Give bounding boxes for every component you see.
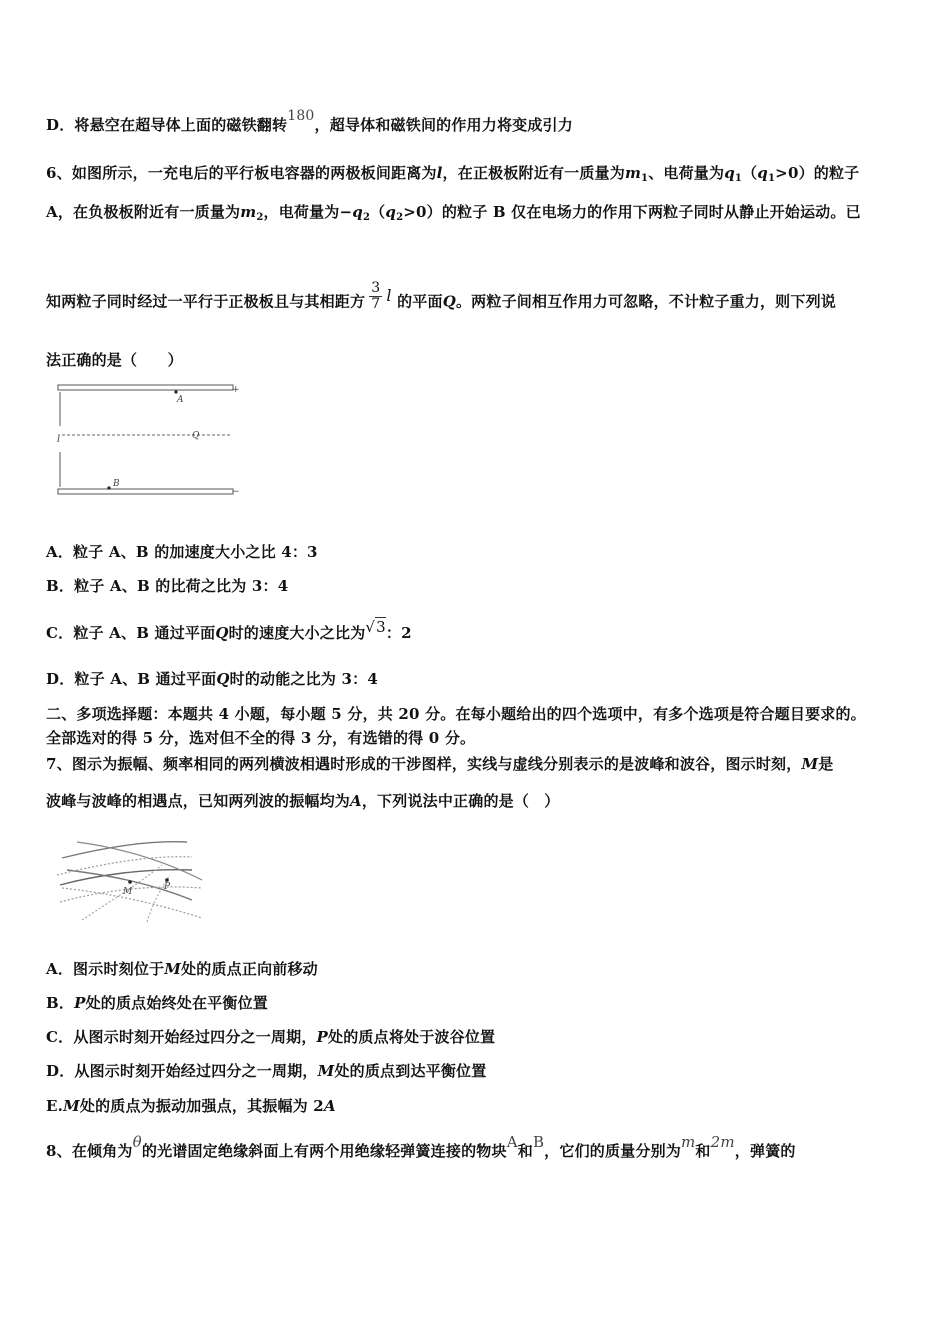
label-l: l <box>57 434 61 445</box>
crest-line <box>62 842 187 858</box>
var-m: M <box>317 1062 335 1080</box>
q8-text: 8、在倾角为 <box>46 1142 133 1160</box>
var-p: P <box>74 994 86 1012</box>
label-m: M <box>123 887 133 897</box>
q6-line-4 <box>46 349 183 370</box>
q7-option-a <box>46 958 318 979</box>
var-m2: m <box>240 203 257 221</box>
label-p: P <box>164 882 171 892</box>
q6-line-2 <box>46 201 861 223</box>
subscript: 2 <box>362 212 371 223</box>
option-d-text: D．粒子 A、B 通过平面 <box>46 670 217 688</box>
subscript: 2 <box>396 212 404 223</box>
particle-b <box>107 486 110 489</box>
subscript: 2 <box>256 212 264 223</box>
fraction-numerator: 3 <box>371 280 381 296</box>
q6-text: 6、如图所示，一充电后的平行板电容器的两极板间距离为 <box>46 164 437 182</box>
block-b-label: B <box>532 1133 545 1151</box>
option-e-text: 处的质点为振动加强点，其振幅为 2 <box>79 1097 324 1115</box>
q8-text: 和 <box>517 1142 533 1160</box>
capacitor-figure <box>46 380 246 502</box>
subscript: 1 <box>641 173 649 184</box>
q7-option-d <box>46 1060 486 1081</box>
var-m: M <box>164 960 182 978</box>
var-q1: q <box>724 164 735 182</box>
q6-text: >0）的粒子 B 仅在电场力的作用下两粒子同时从静止开始运动。已 <box>403 203 861 221</box>
q7-option-e <box>46 1095 336 1116</box>
var-m1: m <box>624 164 642 182</box>
q8-text: ，弹簧的 <box>734 1142 796 1160</box>
q6-text: （ <box>370 203 386 221</box>
q6-text: 。两粒子间相互作用力可忽略，不计粒子重力，则下列说 <box>455 292 836 311</box>
q6-text: A，在负极板附近有一质量为 <box>46 203 241 221</box>
section-heading-line-2 <box>46 727 475 748</box>
var-q: Q <box>216 670 230 688</box>
q6-text: 、电荷量为 <box>648 164 725 182</box>
sqrt-expression: √3 <box>365 618 386 636</box>
q7-option-b <box>46 992 268 1013</box>
var-m: M <box>801 755 819 773</box>
subscript: 1 <box>734 173 743 184</box>
section-heading-line-1 <box>46 703 866 724</box>
fraction <box>369 281 382 312</box>
q8-text: 和 <box>695 1142 711 1160</box>
option-d-text: D．将悬空在超导体上面的磁铁翻转 <box>46 116 288 134</box>
q7-text: 波峰与波峰的相遇点，已知两列波的振幅均为 <box>46 792 351 810</box>
var-theta: θ <box>132 1133 142 1151</box>
fraction-denominator: 7 <box>371 296 381 312</box>
var-q: Q <box>215 624 229 642</box>
label-a: A <box>177 395 184 405</box>
q6-option-a <box>46 541 318 562</box>
option-c-text: 时的速度大小之比为 <box>228 624 366 642</box>
q6-text: 法正确的是（ ） <box>46 351 183 369</box>
option-b-text: B．粒子 A、B 的比荷之比为 3：4 <box>46 577 289 595</box>
var-m: M <box>63 1097 80 1115</box>
label-q: Q <box>192 431 200 441</box>
positive-plate <box>58 385 233 390</box>
q6-option-b <box>46 575 288 596</box>
q6-line-1 <box>46 162 859 184</box>
option-d-text: D．从图示时刻开始经过四分之一周期， <box>46 1062 318 1080</box>
q8-text: ，它们的质量分别为 <box>544 1142 681 1160</box>
q6-text: （ <box>742 164 758 182</box>
var-a: A <box>350 792 362 810</box>
option-a-text: 处的质点正向前移动 <box>181 960 318 978</box>
q6-option-d <box>46 668 378 689</box>
option-a-text: A．图示时刻位于 <box>46 960 165 978</box>
option-d-text: 处的质点到达平衡位置 <box>334 1062 487 1080</box>
option-c-text: C．粒子 A、B 通过平面 <box>46 624 216 642</box>
option-b-text: 处的质点始终处在平衡位置 <box>85 994 268 1012</box>
option-c-text: C．从图示时刻开始经过四分之一周期， <box>46 1028 317 1046</box>
var-p: P <box>316 1028 329 1046</box>
option-c-text: ：2 <box>385 624 412 642</box>
var-a: A <box>323 1097 336 1115</box>
q8-line-1 <box>46 1133 796 1161</box>
q7-text: 7、图示为振幅、频率相同的两列横波相遇时形成的干涉图样，实线与虚线分别表示的是波峰和波谷，图示时刻， <box>46 755 802 773</box>
q7-text: 是 <box>818 755 834 773</box>
q7-line-1 <box>46 753 833 774</box>
var-l: l <box>386 285 392 305</box>
var-q1: q <box>757 164 768 182</box>
option-a-text: A．粒子 A、B 的加速度大小之比 4：3 <box>46 543 318 561</box>
q6-text: ，电荷量为− <box>263 203 353 221</box>
negative-plate <box>58 489 233 494</box>
var-q2: q <box>385 203 397 221</box>
var-q: Q <box>442 292 456 311</box>
q5-option-d <box>46 108 573 135</box>
particle-a <box>174 390 177 393</box>
point-m <box>128 880 132 884</box>
var-q2: q <box>352 203 363 221</box>
var-l: l <box>436 164 443 182</box>
minus-sign: − <box>232 487 240 497</box>
q6-text: ，在正极板附近有一质量为 <box>442 164 625 182</box>
section-text: 全部选对的得 5 分，选对但不全的得 3 分，有选错的得 0 分。 <box>46 729 476 747</box>
option-d-text: 时的动能之比为 3：4 <box>229 670 378 688</box>
section-text: 二、多项选择题：本题共 4 小题，每小题 5 分，共 20 分。在每小题给出的四个选项中，有多个选项是符合题目要求的。 <box>46 705 866 723</box>
var-m: m <box>680 1133 696 1151</box>
angle-value: 180 <box>287 108 315 124</box>
q6-line-3 <box>46 280 836 318</box>
option-c-text: 处的质点将处于波谷位置 <box>328 1028 496 1046</box>
label-b: B <box>113 479 120 489</box>
q6-text: 知两粒子同时经过一平行于正极板且与其相距方 <box>46 292 366 311</box>
subscript: 1 <box>768 173 776 184</box>
q8-text: 的光谱固定绝缘斜面上有两个用绝缘轻弹簧连接的物块 <box>141 1142 507 1160</box>
q7-option-c <box>46 1026 495 1047</box>
q7-text: ，下列说法中正确的是（ ） <box>361 792 560 810</box>
block-a-label: A <box>506 1133 518 1151</box>
option-b-text: B． <box>46 994 75 1012</box>
q6-text: 的平面 <box>397 292 443 311</box>
q6-text: >0）的粒子 <box>775 164 860 182</box>
option-d-tail: ，超导体和磁铁间的作用力将变成引力 <box>314 116 573 134</box>
q7-line-2 <box>46 790 559 811</box>
q6-option-c <box>46 618 412 643</box>
var-2m: 2m <box>710 1133 735 1151</box>
option-e-text: E. <box>46 1097 64 1115</box>
sqrt-radicand: 3 <box>376 618 386 636</box>
interference-figure <box>52 830 212 930</box>
plus-sign: + <box>232 385 240 395</box>
